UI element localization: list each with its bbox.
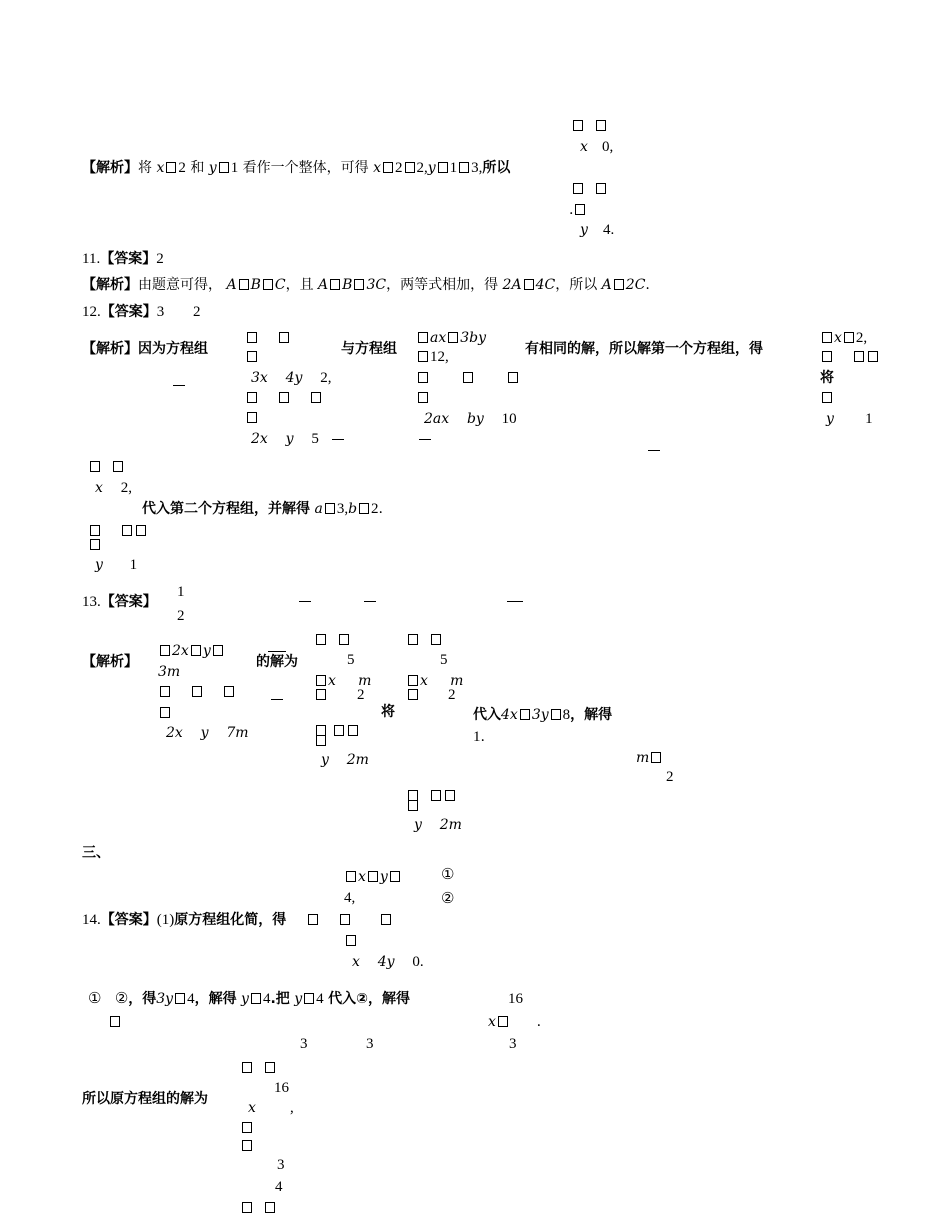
sys1-line1: 3x 4y 2,: [251, 370, 332, 386]
jiexi-label: 【解析】: [82, 160, 138, 176]
dot-box: .: [569, 202, 587, 218]
p11-answer: 11.【答案】2: [82, 251, 164, 267]
p13-answer: 13.【答案】: [82, 594, 157, 610]
p12-answer: 12.【答案】3: [82, 304, 165, 320]
p12-conclusion: 代入第二个方程组，并解得 a 3,b 2.: [142, 501, 383, 517]
p11-explanation: 【解析】由题意可得， A B C，且 A B 3C，两等式相加，得 2A 4C，所以 A 2C.: [82, 277, 650, 293]
p14-answer: 14.【答案】(1)原方程组化简，得: [82, 912, 287, 928]
section-heading: 三、: [82, 845, 110, 861]
sys1-line2: 2x y 5: [251, 431, 319, 447]
sys-y: y: [580, 222, 588, 238]
sys-bot-value: 4.: [603, 222, 615, 238]
p10-line: 【解析】将 x 2 和 y 1 看作一个整体，可得 x 2 2,y 1 3,所以: [82, 160, 511, 176]
dash: [173, 385, 185, 386]
sys-x: x: [580, 139, 588, 155]
sys-top-value: 0,: [602, 139, 614, 155]
sys2-line2: 2ax by 10: [424, 411, 517, 427]
p14-steps: ① ②，得3y 4，解得 y 4.把 y 4 代入②，解得: [88, 991, 410, 1007]
p12-jiexi: 【解析】因为方程组: [82, 341, 208, 357]
brace-box: [571, 181, 608, 197]
brace-box: [571, 118, 608, 134]
p13-substitute: 代入4x 3y 8，解得: [473, 707, 613, 723]
